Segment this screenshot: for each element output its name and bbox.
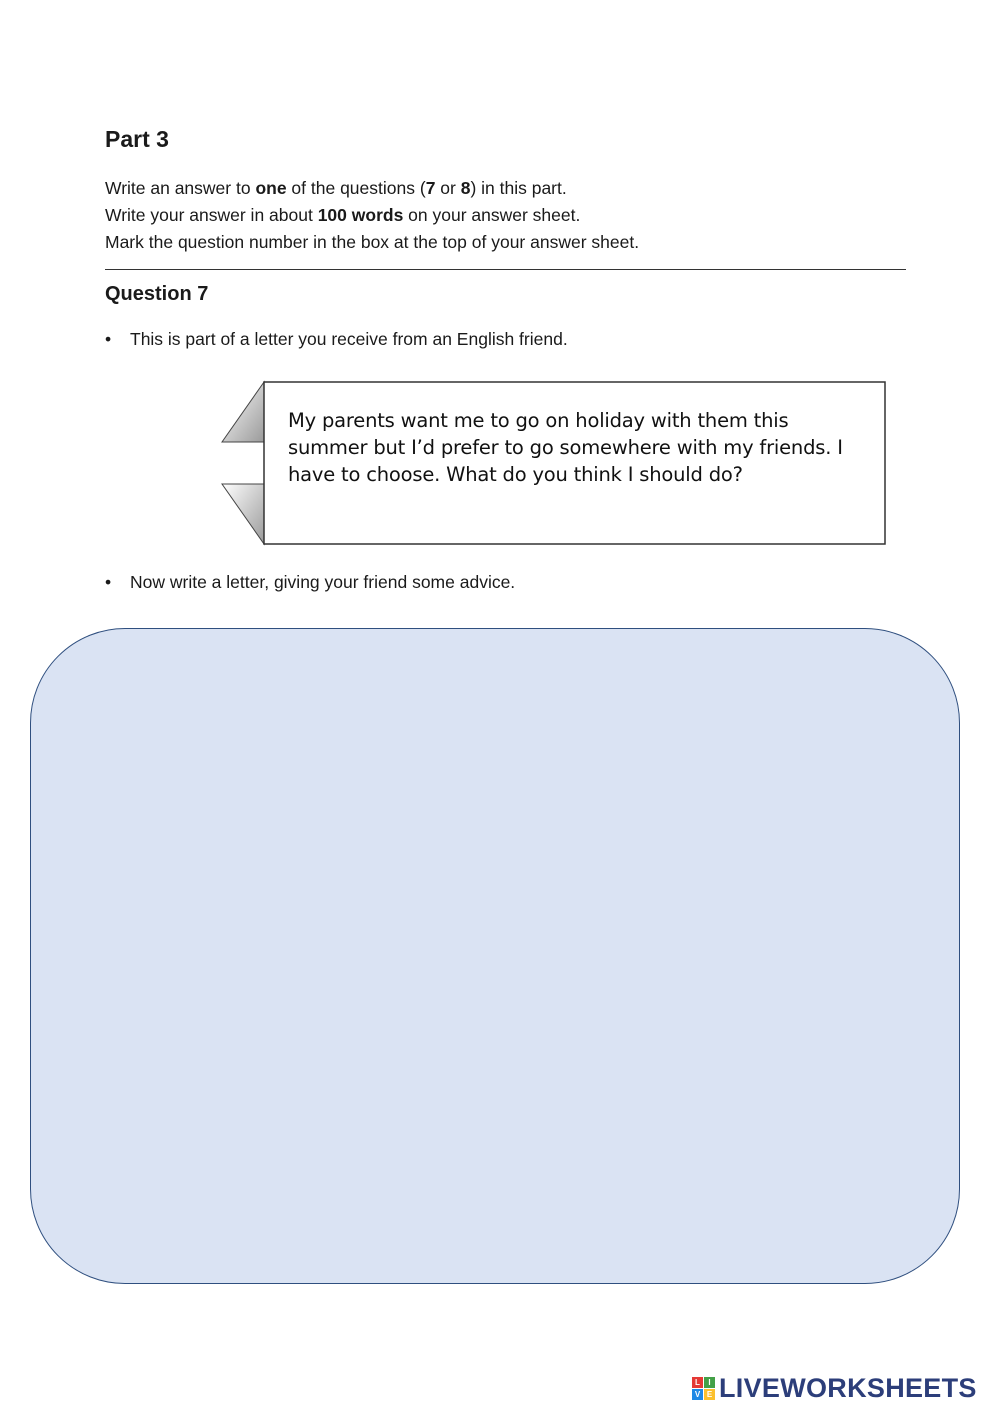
bullet-prompt-2: • Now write a letter, giving your friend some advice.	[105, 572, 516, 592]
answer-textarea[interactable]	[30, 628, 960, 1284]
bullet-icon: •	[105, 572, 112, 592]
bullet-prompt-1: • This is part of a letter you receive from an English friend.	[105, 329, 568, 349]
logo-letter: V	[692, 1389, 703, 1400]
logo-mark-icon	[692, 1377, 715, 1400]
instruction-line-1: Write an answer to one of the questions (7 or 8) in this part.	[105, 178, 567, 198]
letter-excerpt: My parents want me to go on holiday with them this summer but I’d prefer to go somewhere with my friends. I have to choose. What do you think I should do?	[288, 409, 843, 486]
logo-letter: L	[692, 1377, 703, 1388]
logo-letter: I	[704, 1377, 715, 1388]
logo-letter: E	[704, 1389, 715, 1400]
logo-text: LIVEWORKSHEETS	[719, 1373, 977, 1403]
instruction-line-3: Mark the question number in the box at the top of your answer sheet.	[105, 232, 640, 252]
part-title: Part 3	[105, 126, 169, 152]
liveworksheets-logo	[692, 1373, 977, 1404]
question-title: Question 7	[105, 283, 209, 305]
bullet-icon: •	[105, 329, 112, 349]
divider	[105, 269, 906, 270]
instruction-line-2: Write your answer in about 100 words on your answer sheet.	[105, 205, 581, 225]
